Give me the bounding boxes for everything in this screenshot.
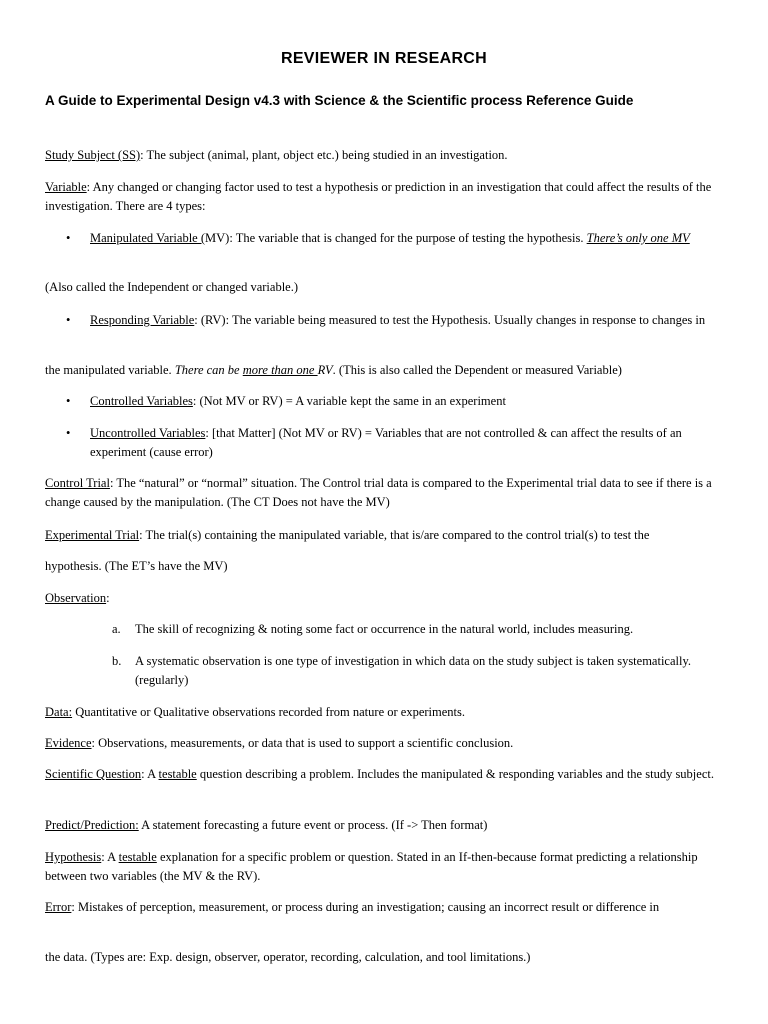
data-definition: Data: Quantitative or Qualitative observations recorded from nature or experiments.	[45, 705, 465, 719]
cv-definition: Controlled Variables: (Not MV or RV) = A variable kept the same in an experiment	[90, 394, 506, 408]
uv-definition: Uncontrolled Variables: [that Matter] (Not MV or RV) = Variables that are not controlled & can affect the results of an experiment (cause error)	[90, 426, 682, 459]
hypothesis-definition: Hypothesis: A testable explanation for a specific problem or question. Stated in an If-then-because format predicting a relationship between two variables (the MV & the RV).	[45, 850, 698, 883]
term-hypothesis: Hypothesis	[45, 850, 102, 864]
page-subtitle: A Guide to Experimental Design v4.3 with Science & the Scientific process Reference Guide	[45, 93, 634, 108]
mv-also-called: (Also called the Independent or changed variable.)	[45, 280, 299, 294]
experimental-trial-definition: Experimental Trial: The trial(s) containing the manipulated variable, that is/are compared to the control trial(s) to test the	[45, 528, 650, 542]
mv-definition: Manipulated Variable (MV): The variable that is changed for the purpose of testing the hypothesis. There’s only one MV	[90, 231, 690, 245]
experimental-trial-continuation: hypothesis. (The ET’s have the MV)	[45, 559, 228, 573]
term-control-trial: Control Trial	[45, 476, 110, 490]
term-data: Data:	[45, 705, 73, 719]
term-prediction: Predict/Prediction:	[45, 818, 139, 832]
term-experimental-trial: Experimental Trial	[45, 528, 140, 542]
term-rv: Responding Variable	[90, 313, 195, 327]
error-continuation: the data. (Types are: Exp. design, observer, operator, recording, calculation, and tool limitations.)	[45, 950, 531, 964]
list-marker-a: a.	[112, 622, 121, 636]
prediction-definition: Predict/Prediction: A statement forecasting a future event or process. (If -> Then format)	[45, 818, 488, 832]
observation-heading: Observation:	[45, 591, 110, 605]
error-definition: Error: Mistakes of perception, measurement, or process during an investigation; causing an incorrect result or difference in	[45, 900, 660, 914]
observation-item-b: A systematic observation is one type of investigation in which data on the study subject is taken systematically. (regularly)	[135, 654, 692, 687]
rv-definition: Responding Variable: (RV): The variable being measured to test the Hypothesis. Usually changes in response to changes in	[90, 313, 706, 327]
observation-item-a: The skill of recognizing & noting some fact or occurrence in the natural world, includes measuring.	[135, 622, 634, 636]
term-scientific-question: Scientific Question	[45, 767, 142, 781]
bullet-uv: •	[66, 426, 71, 440]
term-mv: Manipulated Variable (	[90, 231, 206, 245]
term-variable: Variable	[45, 180, 87, 194]
term-study-subject: Study Subject (SS)	[45, 148, 141, 162]
bullet-cv: •	[66, 394, 71, 408]
scientific-question-definition: Scientific Question: A testable question describing a problem. Includes the manipulated & responding variables and the study subject.	[45, 767, 714, 781]
list-marker-b: b.	[112, 654, 122, 668]
page-title: REVIEWER IN RESEARCH	[280, 50, 488, 67]
bullet-mv: •	[66, 231, 71, 245]
term-evidence: Evidence	[45, 736, 92, 750]
evidence-definition: Evidence: Observations, measurements, or data that is used to support a scientific conclusion.	[45, 736, 514, 750]
rv-continuation: the manipulated variable. There can be more than one RV. (This is also called the Dependent or measured Variable)	[45, 363, 622, 377]
control-trial-definition: Control Trial: The “natural” or “normal” situation. The Control trial data is compared to the Experimental trial data to see if there is a change caused by the manipulation. (The CT Does not have the MV)	[45, 476, 712, 509]
term-uv: Uncontrolled Variables	[90, 426, 206, 440]
term-cv: Controlled Variables	[90, 394, 193, 408]
study-subject-definition: Study Subject (SS): The subject (animal, plant, object etc.) being studied in an investigation.	[45, 148, 508, 162]
term-error: Error	[45, 900, 72, 914]
variable-definition: Variable: Any changed or changing factor used to test a hypothesis or prediction in an investigation that could affect the results of the investigation. There are 4 types:	[45, 180, 712, 213]
bullet-rv: •	[66, 313, 71, 327]
term-observation: Observation	[45, 591, 107, 605]
